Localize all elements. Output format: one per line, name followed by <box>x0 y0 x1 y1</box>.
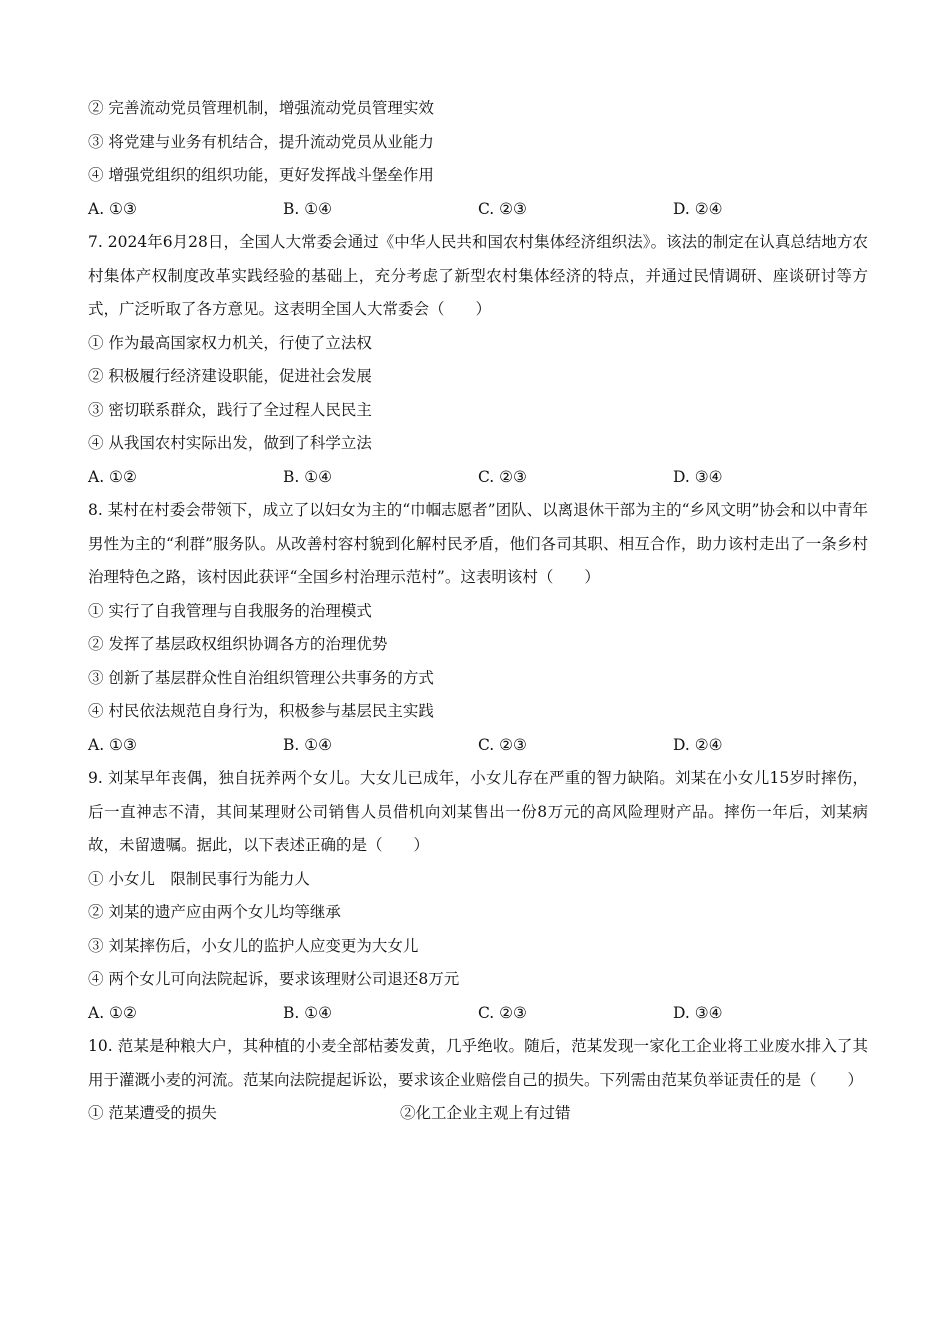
q9-option-b: B. ①④ <box>283 1003 333 1022</box>
q9-option-c: C. ②③ <box>478 1003 527 1022</box>
q7-option-a: A. ①② <box>88 467 137 486</box>
q6-option-d: D. ②④ <box>673 199 723 218</box>
q8-option-d: D. ②④ <box>673 735 723 754</box>
q7-options <box>88 461 868 495</box>
q8-item-2: ② 发挥了基层政权组织协调各方的治理优势 <box>88 635 388 653</box>
q9-option-d: D. ③④ <box>673 1003 723 1022</box>
q6-item-3: ③ 将党建与业务有机结合，提升流动党员从业能力 <box>88 132 434 151</box>
question-6-continuation <box>88 92 868 226</box>
q7-item-2: ② 积极履行经济建设职能，促进社会发展 <box>88 367 372 385</box>
q9-option-a: A. ①② <box>88 1003 137 1022</box>
q6-options <box>88 193 868 227</box>
q10-item-1: ① 范某遭受的损失 <box>88 1104 217 1122</box>
exam-page <box>88 92 868 1131</box>
q7-option-d: D. ③④ <box>673 467 723 486</box>
q8-option-c: C. ②③ <box>478 735 527 754</box>
q7-option-c: C. ②③ <box>478 467 527 486</box>
q6-option-b: B. ①④ <box>283 199 333 218</box>
q8-item-4: ④ 村民依法规范自身行为，积极参与基层民主实践 <box>88 702 434 720</box>
q7-stem: 7. 2024年6月28日，全国人大常委会通过《中华人民共和国农村集体经济组织法》。该法的制定在认真总结地方农村集体产权制度改革实践经验的基础上，充分考虑了新型农村集体经济的特点，并通过民情调研、座谈研讨等方式，广泛听取了各方意见。这表明全国人大常委会（ ） <box>88 233 868 318</box>
q9-item-2: ② 刘某的遗产应由两个女儿均等继承 <box>88 903 341 921</box>
q9-item-1: ① 小女儿 限制民事行为能力人 <box>88 869 310 888</box>
question-10 <box>88 1030 868 1131</box>
q8-item-3: ③ 创新了基层群众性自治组织管理公共事务的方式 <box>88 668 434 687</box>
question-9 <box>88 762 868 1030</box>
q9-options <box>88 997 868 1031</box>
q8-option-a: A. ①③ <box>88 735 137 754</box>
q9-item-4: ④ 两个女儿可向法院起诉，要求该理财公司退还8万元 <box>88 970 460 988</box>
q10-items-row <box>88 1097 868 1131</box>
question-7 <box>88 226 868 494</box>
q9-stem: 9. 刘某早年丧偶，独自抚养两个女儿。大女儿已成年，小女儿存在严重的智力缺陷。刘某在小女儿15岁时摔伤，后一直神志不清，其间某理财公司销售人员借机向刘某售出一份8万元的高风险理财产品。摔伤一年后，刘某病故，未留遗嘱。据此，以下表述正确的是（ ） <box>88 769 868 854</box>
q6-item-4: ④ 增强党组织的组织功能，更好发挥战斗堡垒作用 <box>88 166 434 184</box>
q8-item-1: ① 实行了自我管理与自我服务的治理模式 <box>88 601 372 620</box>
q6-option-c: C. ②③ <box>478 199 527 218</box>
q7-item-1: ① 作为最高国家权力机关，行使了立法权 <box>88 333 372 352</box>
q6-item-2: ② 完善流动党员管理机制，增强流动党员管理实效 <box>88 99 434 117</box>
q8-options <box>88 729 868 763</box>
q7-option-b: B. ①④ <box>283 467 333 486</box>
q10-stem: 10. 范某是种粮大户，其种植的小麦全部枯萎发黄，几乎绝收。随后，范某发现一家化工企业将工业废水排入了其用于灌溉小麦的河流。范某向法院提起诉讼，要求该企业赔偿自己的损失。下列需由范某负举证责任的是（ ） <box>88 1037 868 1089</box>
q8-stem: 8. 某村在村委会带领下，成立了以妇女为主的“巾帼志愿者”团队、以离退休干部为主的“乡风文明”协会和以中青年男性为主的“利群”服务队。从改善村容村貌到化解村民矛盾，他们各司其职、相互合作，助力该村走出了一条乡村治理特色之路，该村因此获评“全国乡村治理示范村”。这表明该村（ ） <box>88 501 868 586</box>
q7-item-3: ③ 密切联系群众，践行了全过程人民民主 <box>88 400 372 419</box>
question-8 <box>88 494 868 762</box>
q6-option-a: A. ①③ <box>88 199 137 218</box>
q9-item-3: ③ 刘某摔伤后，小女儿的监护人应变更为大女儿 <box>88 936 419 955</box>
q10-item-2: ②化工企业主观上有过错 <box>400 1104 571 1122</box>
q7-item-4: ④ 从我国农村实际出发，做到了科学立法 <box>88 434 372 452</box>
q8-option-b: B. ①④ <box>283 735 333 754</box>
